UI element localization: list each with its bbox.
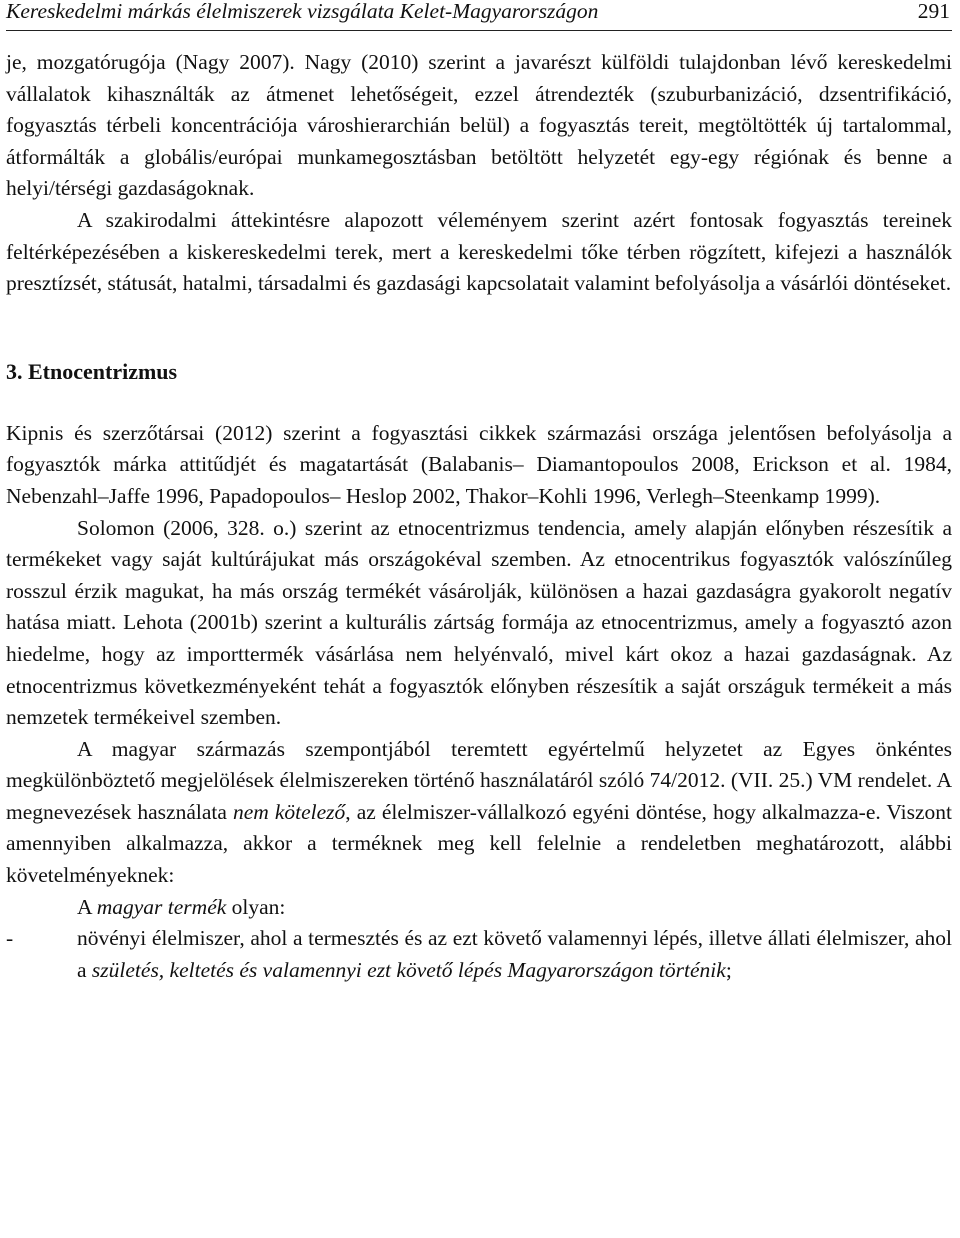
page-number: 291 — [917, 0, 950, 23]
list-text: növényi élelmiszer, ahol a termesztés és az ezt követő valamennyi lépés, illetve állati élelmiszer, ahol a — [77, 926, 952, 982]
list-item-text — [77, 923, 952, 986]
emphasis-text: születés, keltetés és valamennyi ezt követő lépés Magyarországon történik — [91, 957, 726, 982]
emphasis-text: nem kötelező — [232, 799, 346, 824]
paragraph-text: A magyar származás szempontjából teremtett egyértelmű helyzetet az Egyes önkéntes megkülönböztető megjelölések élelmiszereken történő használatáról szóló 74/2012. (VII. 25.) VM rendelet. A megnevezések használata — [6, 736, 952, 824]
list-text: ; — [725, 957, 732, 982]
paragraph-text: , az élelmiszer-vállalkozó egyéni döntése, hogy alkalmazza-e. Viszont amennyiben alkalmazza, akkor a terméknek meg kell felelnie a rendeletben meghatározott, alábbi követelményeknek: — [6, 799, 952, 888]
section-heading: 3. Etnocentrizmus — [6, 358, 178, 384]
emphasis-text: magyar termék — [96, 894, 227, 919]
paragraph: Kipnis és szerzőtársai (2012) szerint a fogyasztási cikkek származási országa jelentősen befolyásolja a fogyasztók márka attitűdjét és magatartását (Balabanis– Diamantopoulos 2008, Erickson et al. 1984, Nebenzahl–Jaffe 1996, Papadopoulos– Heslop 2002, Thakor–Kohli 1996, Verlegh–Steenkamp 1999). — [6, 420, 952, 508]
paragraph — [6, 892, 952, 924]
running-header — [6, 0, 952, 31]
paragraph-text: olyan: — [226, 894, 286, 919]
paragraph: A szakirodalmi áttekintésre alapozott véleményem szerint azért fontosak fogyasztás tereinek feltérképezésében a kiskereskedelmi terek, mert a kereskedelmi tőke térben rögzített, kifejezi a használók presztízsét, státusát, hatalmi, társadalmi és gazdasági kapcsolatait valamint befolyásolja a vásárlói döntéseket. — [6, 207, 952, 296]
paragraph — [6, 734, 952, 892]
paragraph-continued: je, mozgatórugója (Nagy 2007). Nagy (2010) szerint a javarészt külföldi tulajdonban lévő kereskedelmi vállalatok kihasználták az átmenet lehetőségeit, ezzel átrendezték (szuburbanizáció, dzsentrifikáció, fogyasztás térbeli koncentrációja városhierarchián belül) a fogyasztás tereit, megtöltötték új tartalommal, átformálták a globális/európai munkamegosztásban betöltött helyzetét egy-egy régiónak és benne a helyi/térségi gazdaságoknak. — [6, 50, 952, 201]
running-title: Kereskedelmi márkás élelmiszerek vizsgálata Kelet-Magyarországon — [6, 0, 599, 23]
list-marker: - — [6, 926, 14, 951]
paragraph-text: A — [77, 894, 97, 919]
list-item — [6, 923, 952, 986]
paragraph: Solomon (2006, 328. o.) szerint az etnocentrizmus tendencia, amely alapján előnyben részesítik a termékeket vagy saját kultúrájukat más országokéval szemben. Az etnocentrikus fogyasztók valószínűleg rosszul érzik magukat, ha más ország termékét vásárolják, különösen a hazai gazdaságra gyakorolt negatív hatása miatt. Lehota (2001b) szerint a kulturális zártság formája az etnocentrizmus, amely a fogyasztó azon hiedelme, hogy az importtermék vásárlása nem helyénvaló, mivel kárt okoz a hazai gazdaságnak. Az etnocentrizmus következményeként tehát a fogyasztók előnyben részesítik a saját országuk termékeit a más nemzetek termékeivel szemben. — [6, 515, 952, 730]
